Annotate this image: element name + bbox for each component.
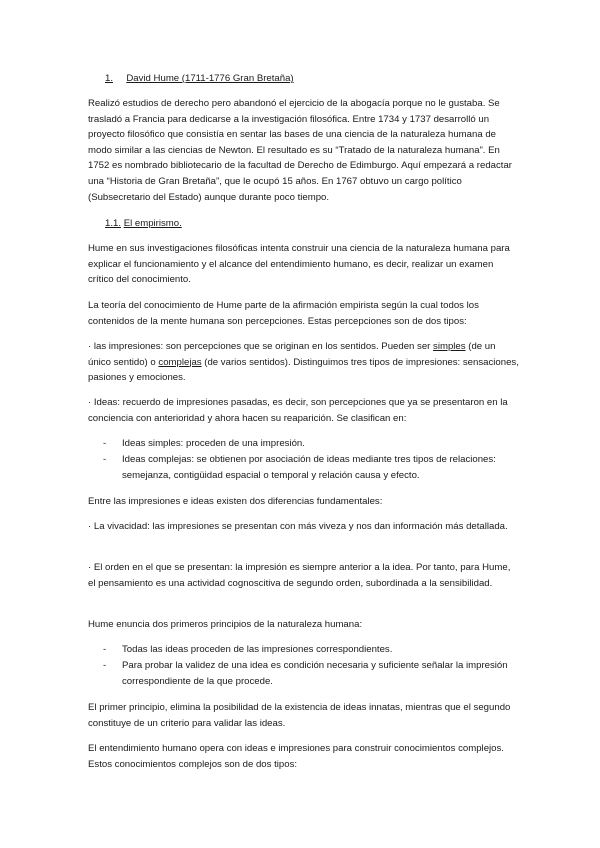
theory-paragraph: La teoría del conocimiento de Hume parte de la afirmación empirista según la cual todos los contenidos de la mente humana son percepciones. Estas percepciones son de dos tipos: [88,300,479,327]
list-dash: - [103,660,107,671]
order-paragraph: · El orden en el que se presentan: la impresión es siempre anterior a la idea. Por tanto, para Hume, el pensamiento es una actividad cognoscitiva de segundo orden, subordinada a la sensibilidad. [88,562,511,589]
list-item-text: Todas las ideas proceden de las impresiones correspondientes. [122,644,393,655]
vivacity-paragraph: · La vivacidad: las impresiones se presentan con más viveza y nos dan información más detallada. [88,521,508,532]
simples-term: simples [433,341,466,352]
list-dash: - [103,644,107,655]
list-dash: - [103,454,107,465]
section-heading-1 [105,71,537,87]
complejas-term: complejas [158,356,202,368]
heading-2-title: El empirismo. [123,218,182,229]
differences-paragraph: Entre las impresiones e ideas existen dos diferencias fundamentales: [88,496,383,507]
ideas-paragraph: · Ideas: recuerdo de impresiones pasadas, es decir, son percepciones que ya se presentaron en la conciencia con anterioridad y ahora hacen su reaparición. Se clasifican en: [88,397,508,424]
impressions-text-middle: (de un único sentido) o [88,341,496,368]
biography-paragraph: Realizó estudios de derecho pero abandonó el ejercicio de la abogacía porque no le gustaba. Se trasladó a Francia para dedicarse a la investigación filosófica. Entre 1734 y 1737 desarrolló un proyecto filosófico que consistía en sentar las bases de una ciencia de la naturaleza humana de modo similar a las ciencias de Newton. El resultado es su “Tratado de la naturaleza humana”. En 1752 es nombrado bibliotecario de la facultad de Derecho de Edimburgo. Aquí empezará a redactar una “Historia de Gran Bretaña”, que le ocupó 15 años. En 1767 obtuvo un cargo político (Subsecretario del Estado) aunque durante poco tiempo. [88,98,512,203]
heading-2-number: 1.1. [105,218,122,229]
heading-1-title: David Hume (1711-1776 Gran Bretaña) [126,73,294,84]
empiricism-paragraph: Hume en sus investigaciones filosóficas intenta construir una ciencia de la naturaleza humana para explicar el funcionamiento y el alcance del entendimiento humano, es decir, realizar un examen crítico del conocimiento. [88,243,510,286]
list-item-text: Para probar la validez de una idea es condición necesaria y suficiente señalar la impresión correspondiente de la que procede. [122,660,508,687]
list-dash: - [103,438,107,449]
list-item-text: Ideas simples: proceden de una impresión. [122,438,305,449]
impressions-text-end: (de varios sentidos). Distinguimos tres tipos de impresiones: sensaciones, pasiones y emociones. [88,356,519,384]
heading-1-number: 1. [105,73,114,84]
principles-paragraph: Hume enuncia dos primeros principios de la naturaleza humana: [88,619,363,630]
first-principle-paragraph: El primer principio, elimina la posibilidad de la existencia de ideas innatas, mientras que el segundo constituye de un criterio para validar las ideas. [88,702,511,729]
section-heading-1-1 [105,216,537,232]
impressions-text-start: · las impresiones: son percepciones que se originan en los sentidos. Pueden ser [88,341,434,352]
understanding-paragraph: El entendimiento humano opera con ideas e impresiones para construir conocimientos complejos. Estos conocimientos complejos son de dos tipos: [88,743,504,770]
impressions-paragraph [88,339,520,386]
list-item-text: Ideas complejas: se obtienen por asociación de ideas mediante tres tipos de relaciones: semejanza, contigüidad espacial o temporal y relación causa y efecto. [122,454,496,481]
